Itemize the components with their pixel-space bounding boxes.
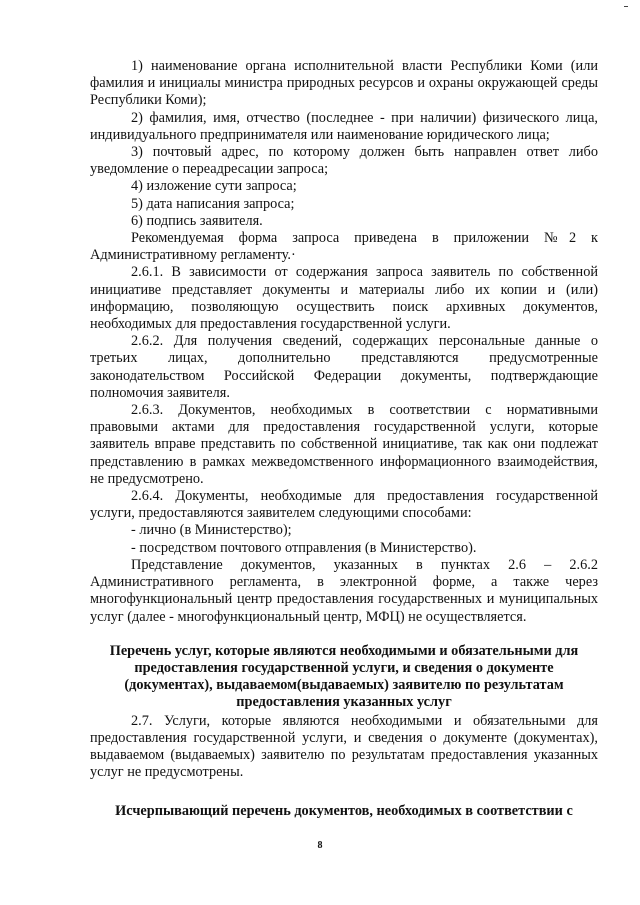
section-heading-services: Перечень услуг, которые являются необходимыми и обязательными для предоставления государственной услуги, и сведения о документе (документах), выдаваемом(выдаваемых) заявителю по результатам предоставления указанных услуг: [109, 642, 579, 711]
list-item-request-essence: 4) изложение сути запроса;: [131, 178, 297, 195]
paragraph-request-form: Рекомендуемая форма запроса приведена в приложении №2 к Административному регламенту.·: [90, 230, 598, 264]
list-item-postal-address: 3) почтовый адрес, по которому должен быть направлен ответ либо уведомление о переадресации запроса;: [90, 144, 598, 178]
paragraph-2-6-3: 2.6.3. Документов, необходимых в соответствии с нормативными правовыми актами для предоставления государственной услуги, которые заявитель вправе представить по собственной инициативе, так как они подлежат представлению в рамках межведомственного информационного взаимодействия, не предусмотрено.: [90, 402, 598, 487]
paragraph-electronic-form: Представление документов, указанных в пунктах 2.6 – 2.6.2 Административного регламента, в электронной форме, а также через многофункциональный центр предоставления государственных и муниципальных услуг (далее - многофункциональный центр, МФЦ) не осуществляется.: [90, 556, 598, 625]
paragraph-2-7: 2.7. Услуги, которые являются необходимыми и обязательными для предоставления государственной услуги, и сведения о документе (документах), выдаваемом (выдаваемых) заявителю по результатам предоставления указанных услуг не предусмотрены.: [90, 712, 598, 781]
section-heading-documents: Исчерпывающий перечень документов, необходимых в соответствии с: [115, 803, 573, 820]
scan-mark: [624, 6, 628, 7]
list-item-signature: 6) подпись заявителя.: [131, 212, 263, 229]
list-item-request-date: 5) дата написания запроса;: [131, 195, 295, 212]
list-item-authority: 1) наименование органа исполнительной власти Республики Коми (или фамилия и инициалы министра природных ресурсов и охраны окружающей среды Республики Коми);: [90, 58, 598, 109]
paragraph-2-6-4: 2.6.4. Документы, необходимые для предоставления государственной услуги, предоставляются заявителем следующими способами:: [90, 488, 598, 522]
page-number: 8: [317, 840, 323, 851]
paragraph-2-6-2: 2.6.2. Для получения сведений, содержащих персональные данные о третьих лицах, дополнительно представляются предусмотренные законодательством Российской Федерации документы, подтверждающие полномочия заявителя.: [90, 333, 598, 401]
list-item-in-person: - лично (в Министерство);: [131, 522, 292, 539]
list-item-applicant-name: 2) фамилия, имя, отчество (последнее - при наличии) физического лица, индивидуального предпринимателя или наименование юридического лица;: [90, 109, 598, 143]
document-page: [90, 58, 598, 822]
list-item-by-post: - посредством почтового отправления (в Министерство).: [131, 539, 477, 556]
paragraph-2-6-1: 2.6.1. В зависимости от содержания запроса заявитель по собственной инициативе представляет документы и материалы либо их копии и (или) информацию, позволяющую осуществить поиск архивных документов, необходимых для предоставления государственной услуги.: [90, 264, 598, 333]
